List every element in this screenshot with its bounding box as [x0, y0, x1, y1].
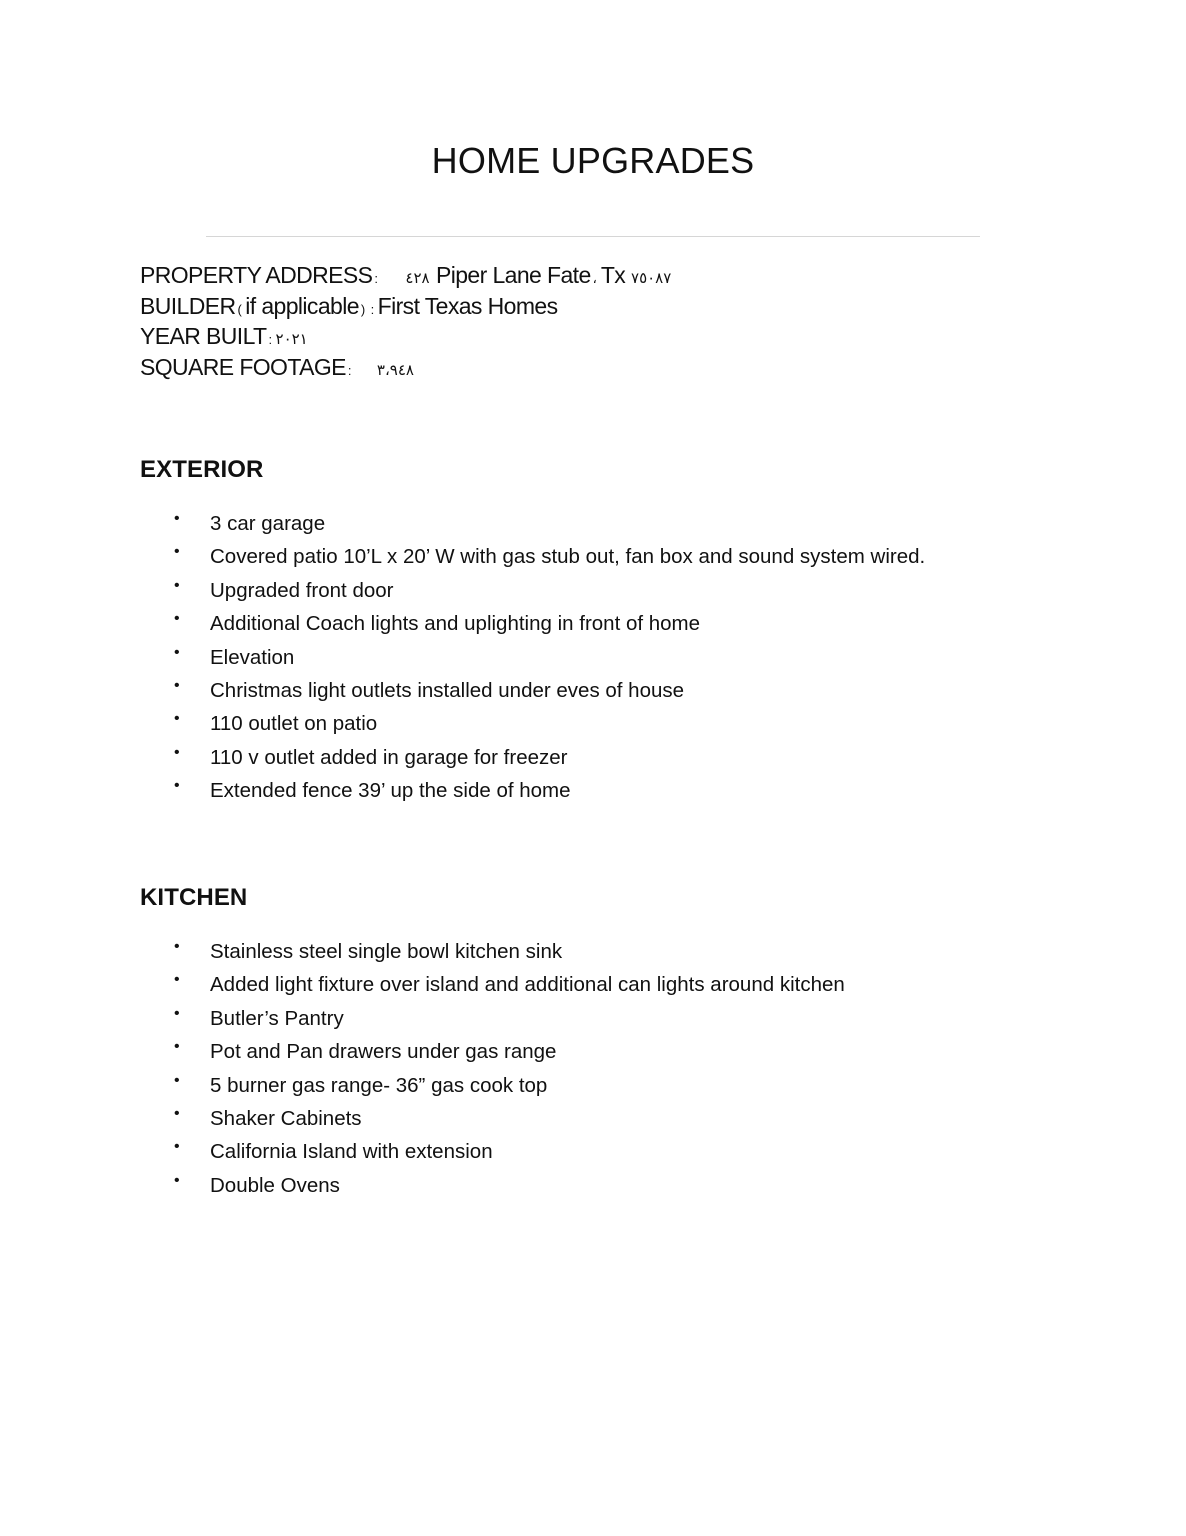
page-title: HOME UPGRADES [431, 140, 755, 181]
property-address-line [140, 262, 671, 293]
list-item-text: California Island with extension [210, 1140, 493, 1164]
bullet-icon: • [174, 510, 180, 527]
year-built-separator: : [268, 332, 272, 347]
property-info [140, 262, 671, 384]
property-address-zip: ٧٥٠٨٧ [631, 270, 672, 287]
list-item-text: Christmas light outlets installed under eves of house [210, 678, 685, 702]
square-footage-line [140, 354, 671, 385]
property-address-street: Piper Lane Fate [435, 262, 591, 288]
property-address-number: ٤٢٨ [405, 270, 430, 287]
bullet-icon: • [174, 971, 180, 989]
list-item-text: Added light fixture over island and additional can lights around kitchen [210, 973, 845, 997]
builder-separator: : [370, 301, 374, 317]
list-item-text: 110 outlet on patio [210, 712, 378, 736]
bullet-icon: • [174, 610, 180, 628]
property-address-state: Tx [600, 262, 626, 288]
bullet-icon: • [174, 743, 180, 761]
list-item-text: 5 burner gas range- 36” gas cook top [210, 1073, 548, 1097]
list-item-text: Double Ovens [210, 1173, 340, 1197]
square-footage-label: SQUARE FOOTAGE [140, 353, 346, 380]
bullet-icon: • [174, 643, 180, 661]
bullet-icon: • [174, 777, 180, 795]
property-address-comma: ، [592, 271, 597, 286]
kitchen-heading: KITCHEN [140, 884, 248, 911]
property-address-label: PROPERTY ADDRESS [140, 262, 373, 288]
property-address-separator: : [374, 271, 378, 286]
bullet-icon: • [174, 1171, 180, 1189]
bullet-icon: • [174, 576, 180, 594]
list-item-text: Covered patio 10’L x 20’ W with gas stub out, fan box and sound system wired. [210, 545, 926, 569]
exterior-heading: EXTERIOR [140, 456, 264, 483]
builder-paren-open: ( [237, 301, 242, 317]
list-item-text: Additional Coach lights and uplighting in front of home [210, 612, 701, 636]
year-built-line [140, 323, 671, 354]
title-divider [206, 236, 980, 237]
bullet-icon: • [174, 1071, 180, 1089]
list-item-text: Stainless steel single bowl kitchen sink [210, 940, 563, 963]
list-item-text: Elevation [210, 645, 295, 669]
bullet-icon: • [174, 1038, 180, 1056]
list-item-text: 3 car garage [210, 512, 326, 535]
list-item-text: Upgraded front door [210, 578, 394, 602]
year-built-value: ٢٠٢١ [275, 331, 308, 348]
builder-value: First Texas Homes [377, 292, 558, 319]
bullet-icon: • [174, 676, 180, 694]
bullet-icon: • [174, 543, 180, 561]
builder-line [140, 293, 671, 324]
year-built-label: YEAR BUILT [140, 323, 267, 349]
builder-qualifier-text: if applicable [245, 292, 359, 319]
bullet-icon: • [174, 710, 180, 728]
bullet-icon: • [174, 1138, 180, 1156]
list-item-text: 110 v outlet added in garage for freezer [210, 745, 568, 769]
square-footage-value: ٣،٩٤٨ [376, 361, 414, 379]
list-item-text: Pot and Pan drawers under gas range [210, 1040, 557, 1064]
list-item-text: Shaker Cabinets [210, 1106, 362, 1130]
builder-paren-close: ) [360, 301, 365, 317]
square-footage-separator: : [347, 362, 351, 378]
bullet-icon: • [174, 938, 180, 955]
list-item-text: Extended fence 39’ up the side of home [210, 779, 571, 803]
builder-qualifier [236, 293, 369, 319]
list-item-text: Butler’s Pantry [210, 1006, 344, 1030]
builder-label: BUILDER [140, 292, 236, 319]
bullet-icon: • [174, 1004, 180, 1022]
bullet-icon: • [174, 1104, 180, 1122]
